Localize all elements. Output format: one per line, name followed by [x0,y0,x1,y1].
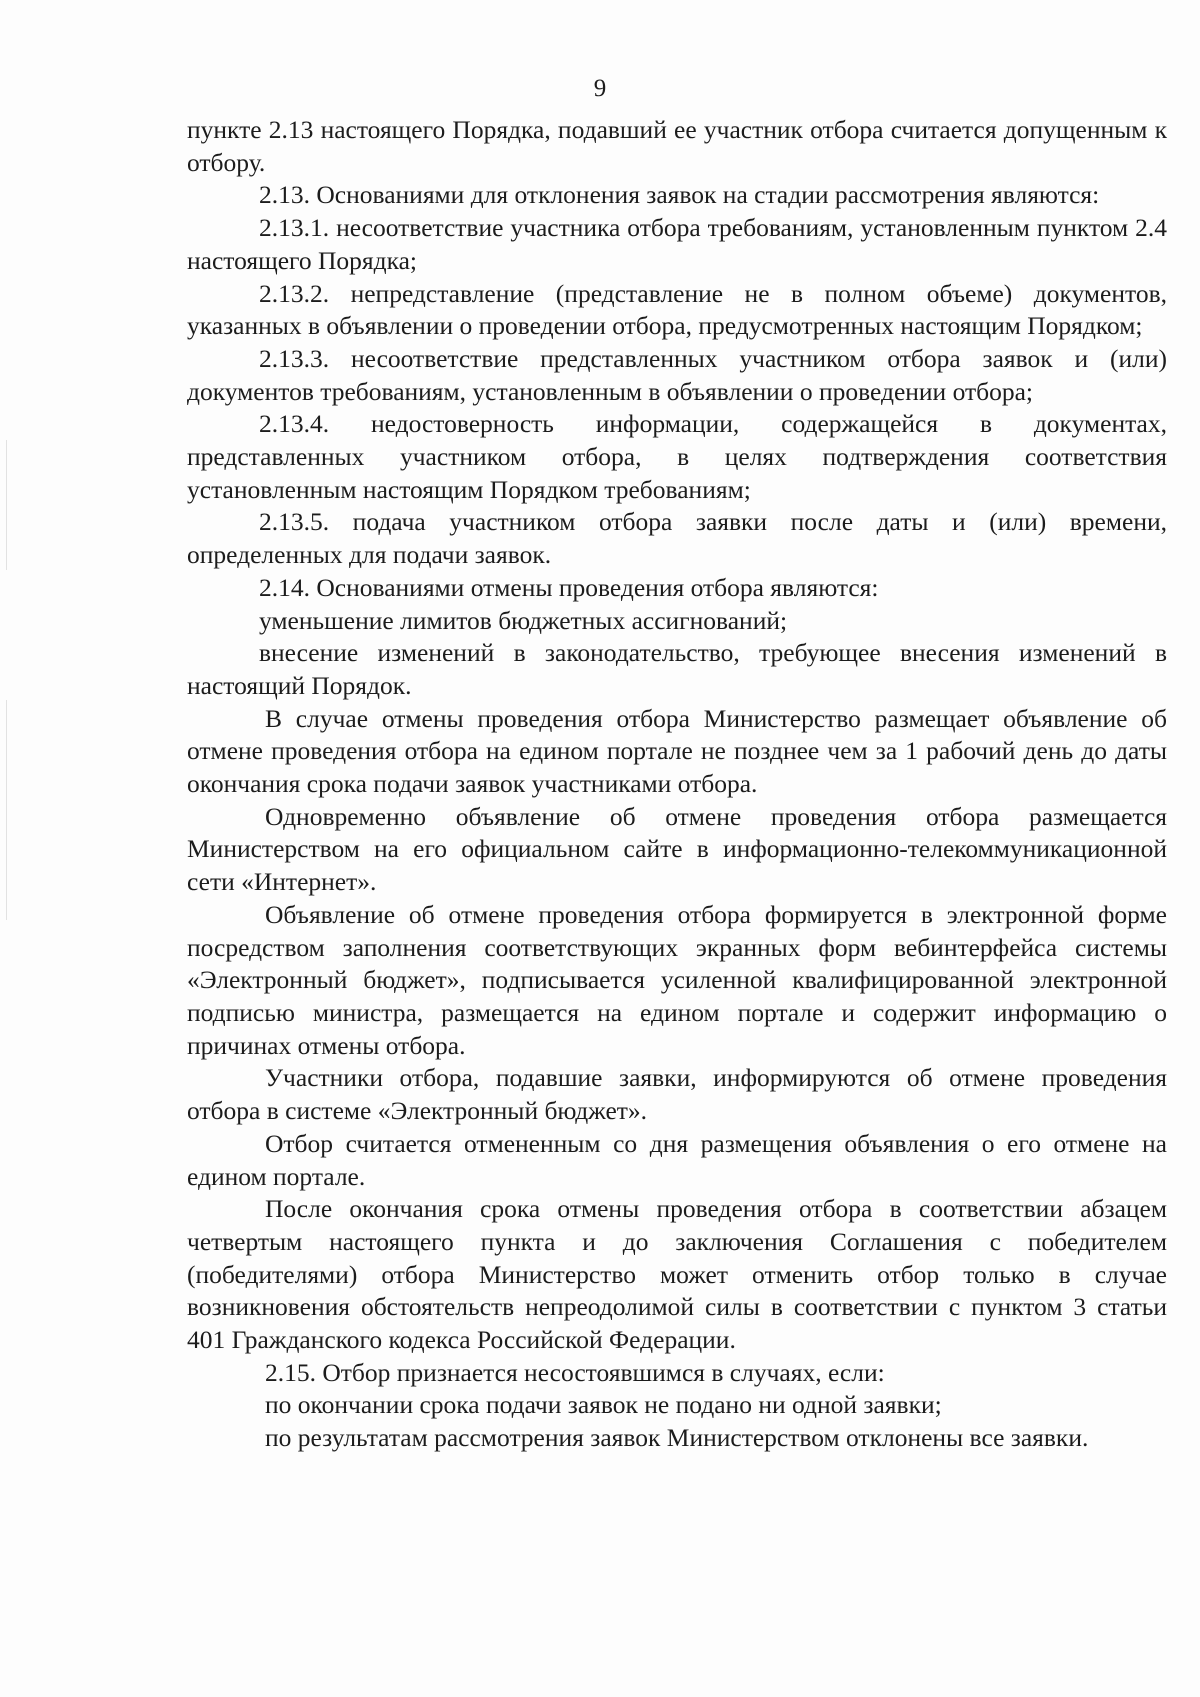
paragraph-participants-informed: Участники отбора, подавшие заявки, информируются об отмене проведения отбора в системе «Электронный бюджет». [187,1063,1167,1126]
paragraph-official-site: Одновременно объявление об отмене проведения отбора размещается Министерством на его официальном сайте в информационно-телекоммуникационной сети «Интернет». [187,801,1167,897]
paragraph-force-majeure: После окончания срока отмены проведения отбора в соответствии абзацем четвертым настоящего пункта и до заключения Соглашения с победителем (победителями) отбора Министерство может отменить отбор только в случае возникновения обстоятельств непреодолимой силы в соответствии с пунктом 3 статьи 401 Гражданского кодекса Российской Федерации. [187,1194,1167,1355]
paragraph-2-13-2: 2.13.2. непредставление (представление не в полном объеме) документов, указанных в объявлении о проведении отбора, предусмотренных настоящим Порядком; [187,278,1167,341]
paragraph-legislation-changes: внесение изменений в законодательство, требующее внесения изменений в настоящий Порядок. [187,638,1167,700]
paragraph-cancellation-announcement: В случае отмены проведения отбора Министерство размещает объявление об отмене проведения отбора на едином портале не позднее чем за 1 рабочий день до даты окончания срока подачи заявок участниками отбора. [187,703,1167,799]
paragraph-no-applications: по окончании срока подачи заявок не подано ни одной заявки; [265,1390,942,1420]
paragraph-2-13-4: 2.13.4. недостоверность информации, содержащейся в документах, представленных участником отбора, в целях подтверждения соответствия установленным настоящим Порядком требованиям; [187,409,1167,504]
paragraph-cancelled-date: Отбор считается отмененным со дня размещения объявления о его отмене на едином портале. [187,1128,1167,1191]
scan-artifact [6,440,7,570]
paragraph-2-13-3: 2.13.3. несоответствие представленных участником отбора заявок и (или) документов требованиям, установленным в объявлении о проведении отбора; [187,343,1167,406]
paragraph-2-14: 2.14. Основаниями отмены проведения отбора являются: [259,572,879,602]
paragraph-2-13: 2.13. Основаниями для отклонения заявок на стадии рассмотрения являются: [259,180,1100,210]
paragraph-2-15: 2.15. Отбор признается несостоявшимся в случаях, если: [265,1357,885,1387]
paragraph-budget-limits: уменьшение лимитов бюджетных ассигнований; [259,605,788,635]
document-body [187,114,1167,1455]
paragraph-2-13-1: 2.13.1. несоответствие участника отбора требованиям, установленным пунктом 2.4 настоящего Порядка; [187,213,1167,275]
page-number: 9 [593,75,607,102]
paragraph-all-rejected: по результатам рассмотрения заявок Министерством отклонены все заявки. [265,1423,1089,1453]
paragraph-continuation: пункте 2.13 настоящего Порядка, подавший ее участник отбора считается допущенным к отбору. [187,115,1167,177]
paragraph-2-13-5: 2.13.5. подача участником отбора заявки после даты и (или) времени, определенных для подачи заявок. [187,507,1167,570]
paragraph-electronic-form: Объявление об отмене проведения отбора формируется в электронной форме посредством заполнения соответствующих экранных форм вебинтерфейса системы «Электронный бюджет», подписывается усиленной квалифицированной электронной подписью министра, размещается на едином портале и содержит информацию о причинах отмены отбора. [187,899,1167,1060]
scan-artifact [6,700,7,920]
